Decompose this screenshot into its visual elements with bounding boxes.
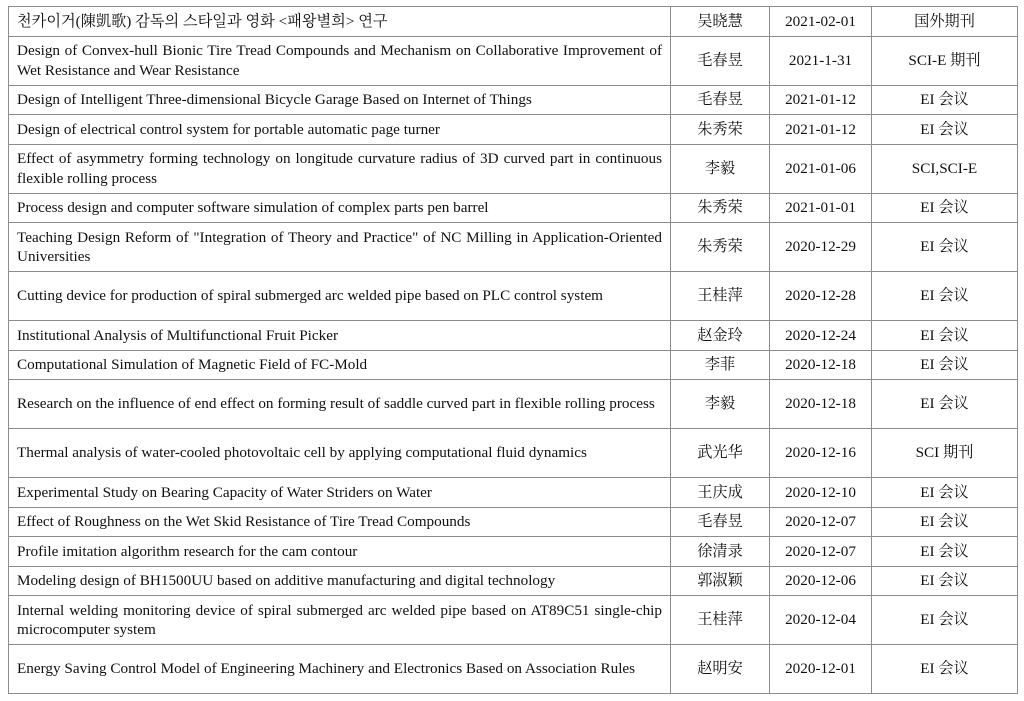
date-cell: 2020-12-07 — [770, 507, 872, 537]
date-cell: 2020-12-06 — [770, 566, 872, 596]
table-row — [9, 144, 1018, 193]
table-row — [9, 507, 1018, 537]
publication-type-cell: EI 会议 — [872, 350, 1018, 380]
author-cell: 朱秀荣 — [671, 115, 770, 145]
author-cell: 朱秀荣 — [671, 223, 770, 272]
table-row — [9, 596, 1018, 645]
publication-type-cell: EI 会议 — [872, 193, 1018, 223]
author-cell: 武光华 — [671, 429, 770, 478]
author-cell: 李菲 — [671, 350, 770, 380]
author-cell: 郭淑颖 — [671, 566, 770, 596]
paper-title-cell: Effect of asymmetry forming technology on longitude curvature radius of 3D curved part in continuous flexible rolling process — [9, 144, 671, 193]
paper-title-cell: Process design and computer software simulation of complex parts pen barrel — [9, 193, 671, 223]
date-cell: 2020-12-18 — [770, 380, 872, 429]
paper-title-cell: 천카이거(陳凱歌) 감독의 스타일과 영화 <패왕별희> 연구 — [9, 7, 671, 37]
date-cell: 2020-12-07 — [770, 537, 872, 567]
author-cell: 王庆成 — [671, 478, 770, 508]
date-cell: 2020-12-16 — [770, 429, 872, 478]
publication-type-cell: SCI 期刊 — [872, 429, 1018, 478]
table-row — [9, 193, 1018, 223]
table-row — [9, 478, 1018, 508]
table-row — [9, 272, 1018, 321]
paper-title-cell: Computational Simulation of Magnetic Field of FC-Mold — [9, 350, 671, 380]
publication-type-cell: EI 会议 — [872, 85, 1018, 115]
table-row — [9, 566, 1018, 596]
publication-type-cell: EI 会议 — [872, 566, 1018, 596]
author-cell: 赵明安 — [671, 645, 770, 694]
paper-title-cell: Modeling design of BH1500UU based on additive manufacturing and digital technology — [9, 566, 671, 596]
paper-title-cell: Cutting device for production of spiral submerged arc welded pipe based on PLC control system — [9, 272, 671, 321]
publication-type-cell: EI 会议 — [872, 223, 1018, 272]
date-cell: 2020-12-10 — [770, 478, 872, 508]
table-row — [9, 85, 1018, 115]
table-row — [9, 350, 1018, 380]
table-row — [9, 115, 1018, 145]
date-cell: 2021-01-06 — [770, 144, 872, 193]
paper-title-cell: Experimental Study on Bearing Capacity of Water Striders on Water — [9, 478, 671, 508]
publication-type-cell: EI 会议 — [872, 380, 1018, 429]
author-cell: 毛春昱 — [671, 507, 770, 537]
date-cell: 2020-12-28 — [770, 272, 872, 321]
paper-title-cell: Design of Intelligent Three-dimensional Bicycle Garage Based on Internet of Things — [9, 85, 671, 115]
author-cell: 朱秀荣 — [671, 193, 770, 223]
publications-table — [8, 6, 1018, 694]
paper-title-cell: Design of electrical control system for portable automatic page turner — [9, 115, 671, 145]
author-cell: 赵金玲 — [671, 321, 770, 351]
publication-type-cell: EI 会议 — [872, 115, 1018, 145]
paper-title-cell: Teaching Design Reform of "Integration of Theory and Practice" of NC Milling in Application-Oriented Universities — [9, 223, 671, 272]
table-row — [9, 7, 1018, 37]
author-cell: 徐清录 — [671, 537, 770, 567]
date-cell: 2020-12-04 — [770, 596, 872, 645]
author-cell: 吴晓慧 — [671, 7, 770, 37]
table-row — [9, 429, 1018, 478]
publication-type-cell: EI 会议 — [872, 645, 1018, 694]
date-cell: 2020-12-29 — [770, 223, 872, 272]
date-cell: 2021-1-31 — [770, 36, 872, 85]
paper-title-cell: Internal welding monitoring device of spiral submerged arc welded pipe based on AT89C51 single-chip microcomputer system — [9, 596, 671, 645]
date-cell: 2021-02-01 — [770, 7, 872, 37]
author-cell: 李毅 — [671, 380, 770, 429]
paper-title-cell: Research on the influence of end effect on forming result of saddle curved part in flexible rolling process — [9, 380, 671, 429]
table-row — [9, 321, 1018, 351]
publication-type-cell: EI 会议 — [872, 507, 1018, 537]
date-cell: 2021-01-01 — [770, 193, 872, 223]
paper-title-cell: Effect of Roughness on the Wet Skid Resistance of Tire Tread Compounds — [9, 507, 671, 537]
paper-title-cell: Design of Convex-hull Bionic Tire Tread Compounds and Mechanism on Collaborative Improvement of Wet Resistance and Wear Resistance — [9, 36, 671, 85]
publication-type-cell: EI 会议 — [872, 596, 1018, 645]
table-body — [9, 7, 1018, 694]
table-row — [9, 645, 1018, 694]
paper-title-cell: Profile imitation algorithm research for the cam contour — [9, 537, 671, 567]
author-cell: 王桂萍 — [671, 596, 770, 645]
publication-type-cell: SCI-E 期刊 — [872, 36, 1018, 85]
table-row — [9, 36, 1018, 85]
author-cell: 毛春昱 — [671, 36, 770, 85]
table-row — [9, 380, 1018, 429]
table-row — [9, 223, 1018, 272]
paper-title-cell: Energy Saving Control Model of Engineering Machinery and Electronics Based on Association Rules — [9, 645, 671, 694]
author-cell: 李毅 — [671, 144, 770, 193]
paper-title-cell: Thermal analysis of water-cooled photovoltaic cell by applying computational fluid dynamics — [9, 429, 671, 478]
publication-type-cell: EI 会议 — [872, 272, 1018, 321]
date-cell: 2020-12-01 — [770, 645, 872, 694]
paper-title-cell: Institutional Analysis of Multifunctional Fruit Picker — [9, 321, 671, 351]
publication-type-cell: SCI,SCI-E — [872, 144, 1018, 193]
publication-type-cell: 国外期刊 — [872, 7, 1018, 37]
publication-type-cell: EI 会议 — [872, 537, 1018, 567]
date-cell: 2020-12-18 — [770, 350, 872, 380]
date-cell: 2021-01-12 — [770, 115, 872, 145]
date-cell: 2020-12-24 — [770, 321, 872, 351]
author-cell: 毛春昱 — [671, 85, 770, 115]
table-row — [9, 537, 1018, 567]
publication-type-cell: EI 会议 — [872, 321, 1018, 351]
date-cell: 2021-01-12 — [770, 85, 872, 115]
publication-type-cell: EI 会议 — [872, 478, 1018, 508]
author-cell: 王桂萍 — [671, 272, 770, 321]
